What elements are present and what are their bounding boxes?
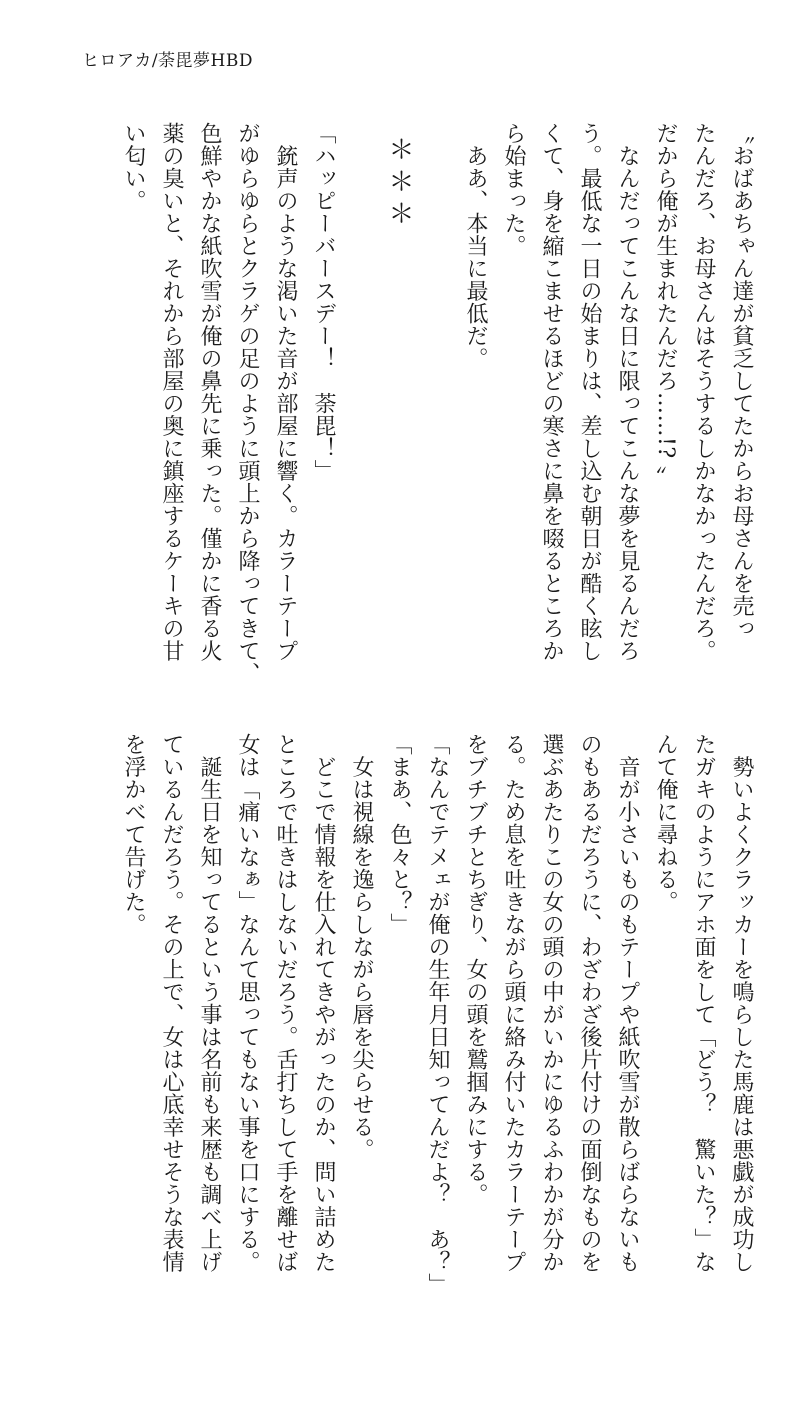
text-line: たんだろ、お母さんはそうするしかなかったんだろ。 [691, 122, 716, 662]
text-line: ら始まった。 [501, 122, 526, 257]
text-line: 勢いよくクラッカーを鳴らした馬鹿は悪戯が成功し [729, 733, 754, 1273]
text-line: 色鮮やかな紙吹雪が俺の鼻先に乗った。僅かに香る火 [197, 122, 222, 662]
text-line: のもあるだろうに、わざわざ後片付けの面倒なものを [577, 733, 602, 1273]
text-line: 女は視線を逸らしながら唇を尖らせる。 [349, 733, 374, 1161]
text-line: 選ぶあたりこの女の頭の中がいかにゆるふわかが分か [539, 733, 564, 1273]
text-line: くて、身を縮こませるほどの寒さに鼻を啜るところか [539, 122, 564, 662]
scene-break: ＊＊＊ [384, 136, 414, 232]
text-line: 「まあ、色々と？」 [387, 733, 412, 936]
bottom-text-block [114, 733, 760, 1333]
text-line: んて俺に尋ねる。 [653, 733, 678, 913]
text-line: 誕生日を知ってるという事は名前も来歴も調べ上げ [197, 733, 222, 1273]
text-line: なんだってこんな日に限ってこんな夢を見るんだろ [615, 122, 640, 662]
text-line: 女は「痛いなぁ」なんて思ってもない事を口にする。 [235, 733, 260, 1273]
text-line: 「なんでテメェが俺の生年月日知ってんだよ？ あ？」 [425, 733, 450, 1296]
text-line: がゆらゆらとクラゲの足のように頭上から降ってきて、 [235, 122, 260, 685]
header-title: ヒロアカ/荼毘夢HBD [82, 51, 254, 71]
text-line: 銃声のような渇いた音が部屋に響く。カラーテープ [273, 122, 298, 662]
text-line: い匂い。 [121, 122, 146, 212]
blank-line [418, 122, 456, 692]
text-line: 〝おばあちゃん達が貧乏してたからお母さんを売っ [729, 122, 754, 640]
text-line: をブチブチとちぎり、女の頭を鷲掴みにする。 [463, 733, 488, 1206]
text-line: だから俺が生まれたんだろ……!? 〟 [653, 122, 678, 489]
blank-line [342, 122, 380, 692]
text-line: 薬の臭いと、それから部屋の奥に鎮座するケーキの甘 [159, 122, 184, 662]
text-line: を浮かべて告げた。 [121, 733, 146, 936]
text-line: 音が小さいものもテープや紙吹雪が散らばらないも [615, 733, 640, 1273]
text-line: どこで情報を仕入れてきやがったのか、問い詰めた [311, 733, 336, 1273]
text-line: ているんだろう。その上で、女は心底幸せそうな表情 [159, 733, 184, 1273]
top-text-block [114, 122, 760, 692]
text-line: ああ、本当に最低だ。 [463, 122, 488, 370]
text-line: う。最低な一日の始まりは、差し込む朝日が酷く眩し [577, 122, 602, 662]
text-line: たガキのようにアホ面をして「どう？ 驚いた？」な [691, 733, 716, 1273]
text-line: ところで吐きはしないだろう。舌打ちして手を離せば [273, 733, 298, 1273]
text-line: 「ハッピーバースデー！ 荼毘！」 [311, 122, 336, 482]
text-line: る。ため息を吐きながら頭に絡み付いたカラーテープ [501, 733, 526, 1273]
